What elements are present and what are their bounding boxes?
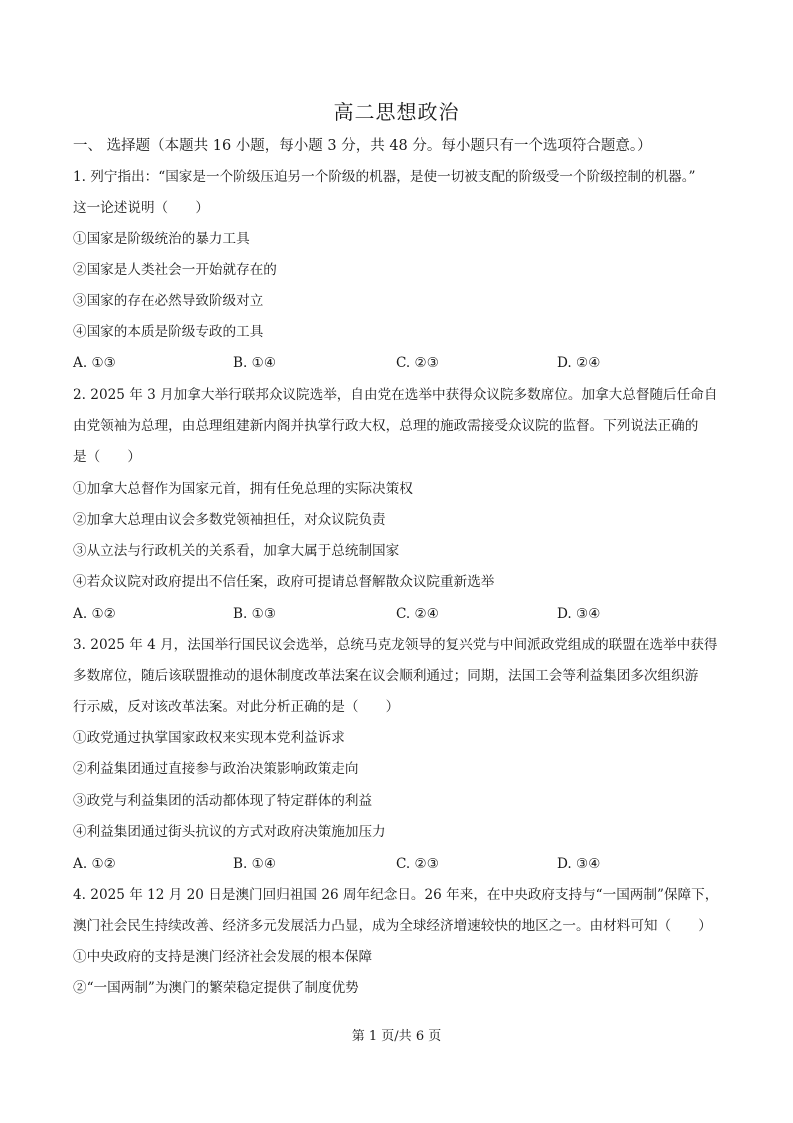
question-2-option-a: A. ①② — [73, 606, 116, 622]
question-3-statement-3: ③政党与利益集团的活动都体现了特定群体的利益 — [73, 793, 373, 809]
question-3-option-b: B. ①④ — [233, 856, 277, 872]
question-2-option-c: C. ②④ — [396, 606, 439, 622]
question-3-stem-line-1: 3. 2025 年 4 月，法国举行国民议会选举，总统马克龙领导的复兴党与中间派政党组成的联盟在选举中获得 — [73, 637, 718, 653]
question-2-statement-4: ④若众议院对政府提出不信任案，政府可提请总督解散众议院重新选举 — [73, 574, 495, 590]
question-1-option-a: A. ①③ — [73, 355, 116, 371]
question-2-stem-line-2: 由党领袖为总理，由总理组建新内阁并执掌行政大权，总理的施政需接受众议院的监督。下列说法正确的 — [73, 418, 699, 434]
question-4-statement-1: ①中央政府的支持是澳门经济社会发展的根本保障 — [73, 949, 373, 965]
question-2-statement-1: ①加拿大总督作为国家元首，拥有任免总理的实际决策权 — [73, 481, 413, 497]
question-3-statement-4: ④利益集团通过街头抗议的方式对政府决策施加压力 — [73, 824, 386, 840]
question-1-option-b: B. ①④ — [233, 355, 277, 371]
question-1-stem-line-1: 1. 列宁指出：“国家是一个阶级压迫另一个阶级的机器，是使一切被支配的阶级受一个阶级控制的机器。” — [73, 169, 696, 185]
question-2-stem-line-1: 2. 2025 年 3 月加拿大举行联邦众议院选举，自由党在选举中获得众议院多数席位。加拿大总督随后任命自 — [73, 387, 718, 403]
question-3-statement-1: ①政党通过执掌国家政权来实现本党利益诉求 — [73, 730, 345, 746]
question-2-statement-2: ②加拿大总理由议会多数党领袖担任，对众议院负责 — [73, 512, 386, 528]
question-3-option-c: C. ②③ — [396, 856, 439, 872]
question-3-statement-2: ②利益集团通过直接参与政治决策影响政策走向 — [73, 761, 359, 777]
question-4-stem-line-2: 澳门社会民生持续改善、经济多元发展活力凸显，成为全球经济增速较快的地区之一。由材料可知（ ） — [73, 918, 712, 934]
page-footer: 第 1 页/共 6 页 — [351, 1029, 442, 1044]
question-1-statement-3: ③国家的存在必然导致阶级对立 — [73, 293, 264, 309]
question-4-stem-line-1: 4. 2025 年 12 月 20 日是澳门回归祖国 26 周年纪念日。26 年来，在中央政府支持与“一国两制”保障下， — [73, 887, 719, 903]
question-3-stem-line-2: 多数席位，随后该联盟推动的退休制度改革法案在议会顺利通过；同期，法国工会等利益集团多次组织游 — [73, 668, 699, 684]
question-2-statement-3: ③从立法与行政机关的关系看，加拿大属于总统制国家 — [73, 543, 400, 559]
question-1-statement-2: ②国家是人类社会一开始就存在的 — [73, 262, 277, 278]
page-title: 高二思想政治 — [333, 100, 460, 124]
question-4-statement-2: ②“一国两制”为澳门的繁荣稳定提供了制度优势 — [73, 980, 359, 996]
question-2-option-d: D. ③④ — [557, 606, 601, 622]
question-2-stem-line-3: 是（ ） — [73, 449, 141, 465]
question-3-stem-line-3: 行示威，反对该改革法案。对此分析正确的是（ ） — [73, 699, 400, 715]
question-3-option-a: A. ①② — [73, 856, 116, 872]
question-3-option-d: D. ③④ — [557, 856, 601, 872]
question-1-statement-4: ④国家的本质是阶级专政的工具 — [73, 324, 264, 340]
question-1-option-c: C. ②③ — [396, 355, 439, 371]
question-1-statement-1: ①国家是阶级统治的暴力工具 — [73, 231, 250, 247]
question-2-option-b: B. ①③ — [233, 606, 277, 622]
section-heading: 一、 选择题（本题共 16 小题，每小题 3 分，共 48 分。每小题只有一个选项符合题意。） — [73, 138, 652, 154]
question-1-option-d: D. ②④ — [557, 355, 601, 371]
question-1-stem-line-2: 这一论述说明（ ） — [73, 200, 209, 216]
